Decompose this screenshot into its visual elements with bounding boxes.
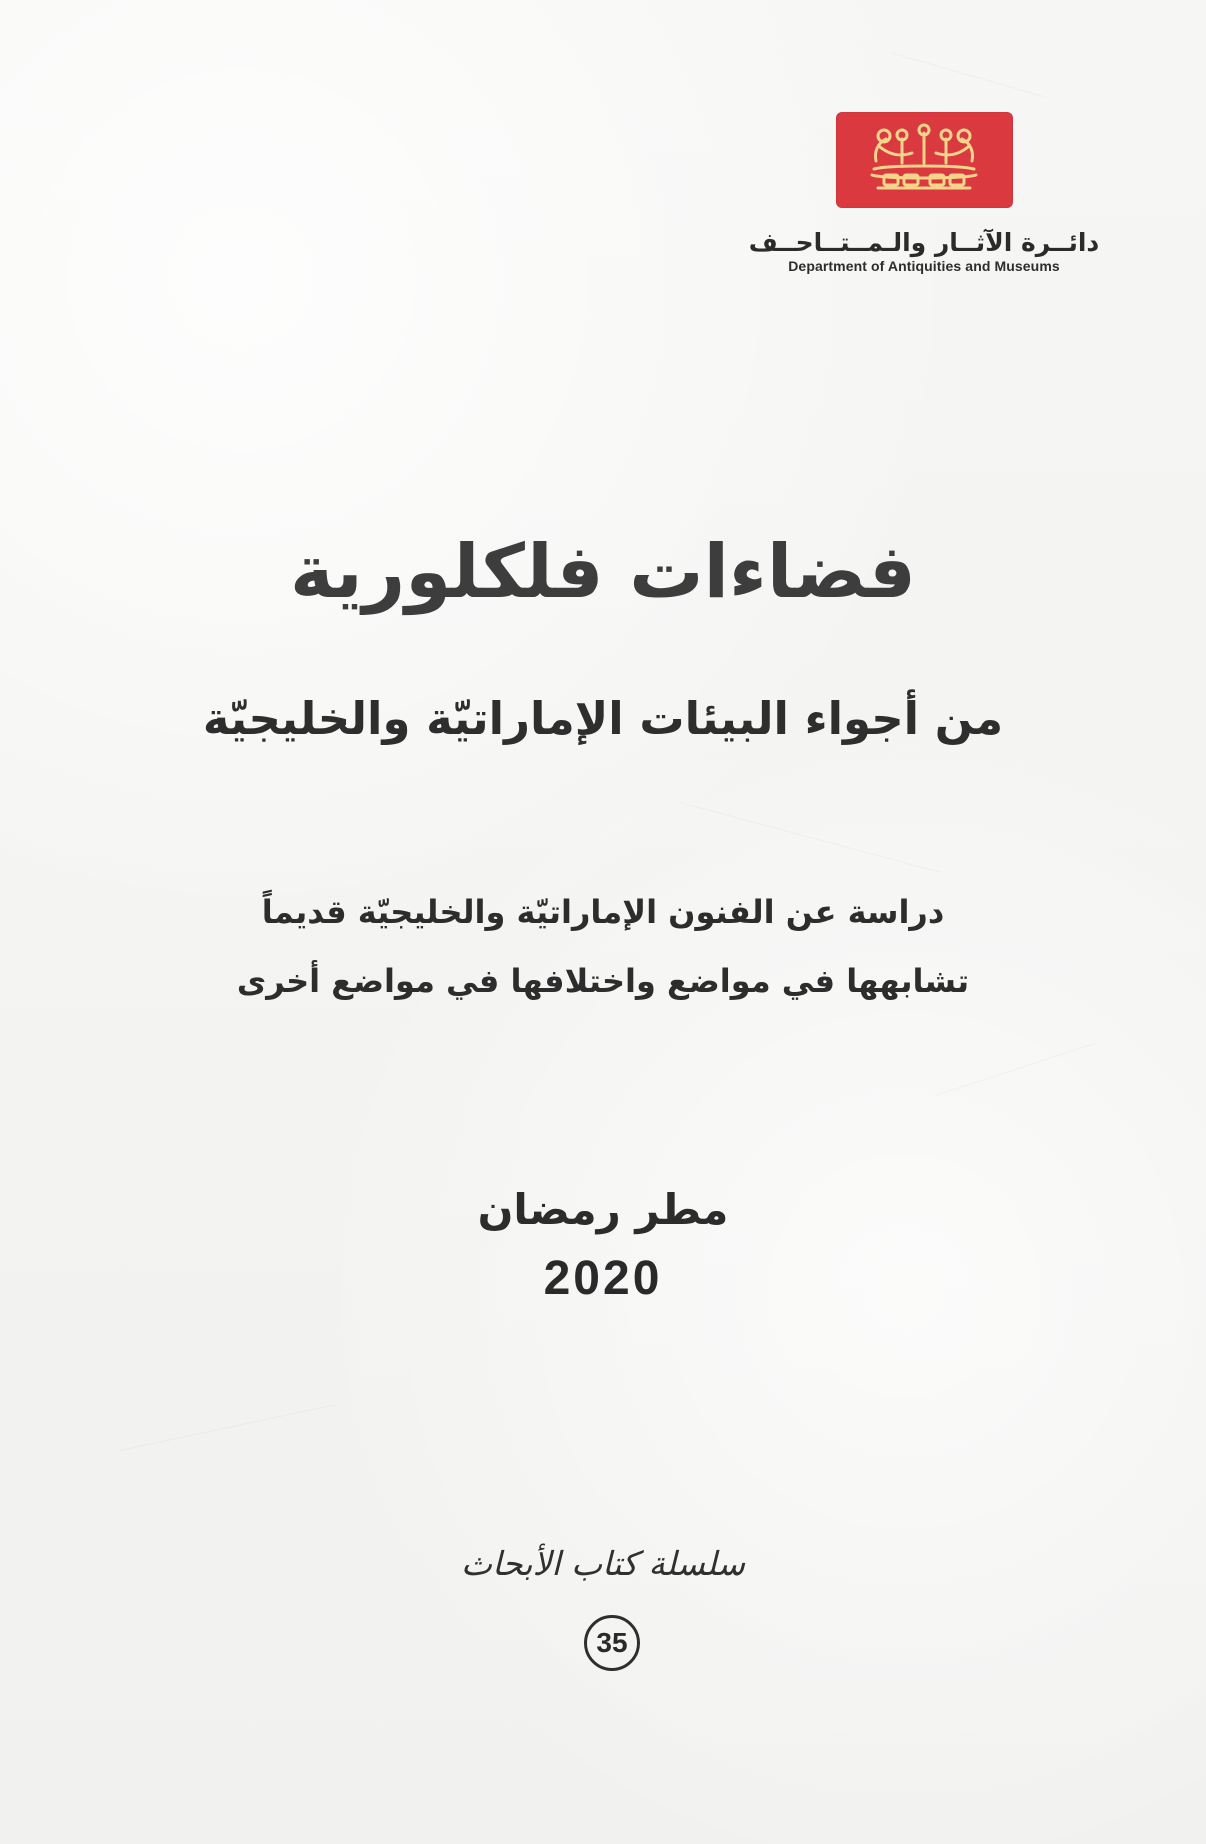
book-description-line-1: دراسة عن الفنون الإماراتيّة والخليجيّة قديماً bbox=[261, 893, 945, 931]
paper-crease bbox=[120, 1404, 335, 1451]
series-number-value: 35 bbox=[596, 1627, 628, 1658]
paper-crease bbox=[935, 1042, 1097, 1095]
publisher-arabic-name: دائــرة الآثــار والـمــتــاحــف bbox=[748, 228, 1100, 257]
book-subtitle: من أجواء البيئات الإماراتيّة والخليجيّة bbox=[202, 692, 1004, 745]
publication-year: 2020 bbox=[543, 1252, 663, 1305]
paper-crease bbox=[890, 52, 1044, 97]
crown-emblem-logo bbox=[836, 112, 1013, 208]
book-author: مطر رمضان bbox=[477, 1185, 729, 1234]
book-main-title: فضاءات فلكلورية bbox=[289, 529, 917, 615]
book-description-line-2: تشابهها في مواضع واختلافها في مواضع أخرى bbox=[236, 962, 970, 1000]
publisher-logo-block bbox=[740, 112, 1108, 274]
series-number-badge bbox=[584, 1615, 640, 1671]
book-series-title: سلسلة كتاب الأبحاث bbox=[461, 1544, 745, 1583]
publisher-english-name: Department of Antiquities and Museums bbox=[788, 258, 1060, 274]
paper-crease bbox=[680, 802, 941, 873]
